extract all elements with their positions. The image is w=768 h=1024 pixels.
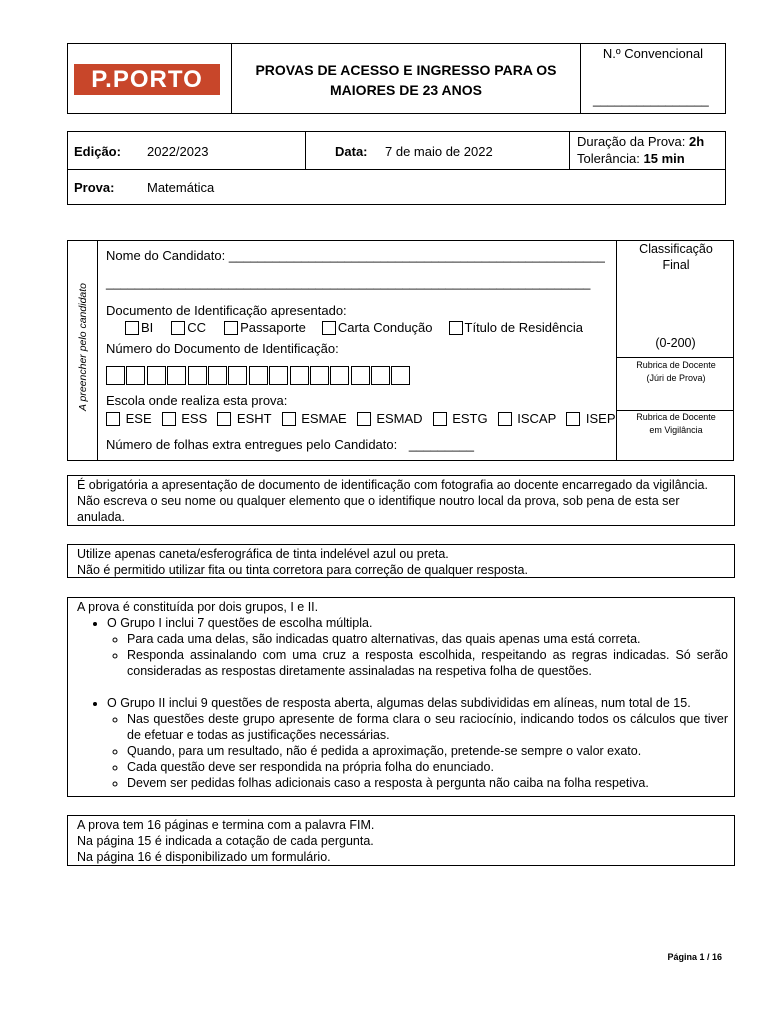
- exam-structure-box: [67, 597, 735, 797]
- pages-info-box: [67, 815, 735, 866]
- page-title: [232, 60, 580, 100]
- cc-checkbox[interactable]: [171, 321, 185, 335]
- info-col-divider-1: [305, 132, 306, 169]
- prova-label: Prova:: [74, 180, 115, 195]
- tolerancia-line: [577, 151, 685, 166]
- doc-option-bi[interactable]: BI: [125, 320, 153, 335]
- header-box: [67, 43, 726, 114]
- digit-box[interactable]: [188, 366, 207, 385]
- folhas-field[interactable]: _________: [408, 437, 474, 452]
- candidate-box: [67, 240, 734, 461]
- ese-checkbox[interactable]: [106, 412, 120, 426]
- rubrica-vigilancia-box: [617, 410, 734, 460]
- digit-box[interactable]: [391, 366, 410, 385]
- group-1-item: [107, 615, 728, 679]
- group-2-item: [107, 695, 728, 791]
- groups-list: [77, 615, 728, 791]
- edicao-value: 2022/2023: [147, 144, 209, 159]
- pen-notice-line-2: Não é permitido utilizar fita ou tinta corretora para correção de qualquer resposta.: [77, 563, 528, 577]
- pen-notice-box: [67, 544, 735, 578]
- esmad-checkbox[interactable]: [357, 412, 371, 426]
- logo-cell: [68, 44, 232, 113]
- convencional-label: N.º Convencional: [602, 46, 704, 61]
- digit-box[interactable]: [269, 366, 288, 385]
- side-label-cell: [68, 241, 98, 460]
- data-value: 7 de maio de 2022: [385, 144, 493, 159]
- rubrica-juri-box: [617, 357, 734, 410]
- classification-cell: [616, 241, 733, 460]
- nome-field-line2[interactable]: ___________________________________________________________________: [106, 275, 591, 290]
- escola-option-ese[interactable]: ESE: [106, 411, 152, 426]
- edicao-label: Edição:: [74, 144, 121, 159]
- data-label: Data:: [335, 144, 368, 159]
- escola-option-esmad[interactable]: ESMAD: [357, 411, 423, 426]
- digit-box[interactable]: [310, 366, 329, 385]
- passaporte-checkbox[interactable]: [224, 321, 238, 335]
- duracao-label: Duração da Prova:: [577, 134, 686, 149]
- bi-checkbox[interactable]: [125, 321, 139, 335]
- title-line-1: PROVAS DE ACESSO E INGRESSO PARA OS: [255, 62, 557, 78]
- isep-checkbox[interactable]: [566, 412, 580, 426]
- group-1-text: O Grupo I inclui 7 questões de escolha múltipla.: [107, 616, 373, 630]
- nome-row: [106, 248, 605, 263]
- convencional-field[interactable]: ________________: [593, 92, 709, 107]
- digit-box[interactable]: [351, 366, 370, 385]
- tolerancia-value: 15 min: [643, 151, 685, 166]
- digit-box[interactable]: [167, 366, 186, 385]
- digit-box[interactable]: [208, 366, 227, 385]
- escola-label: Escola onde realiza esta prova:: [106, 393, 288, 408]
- group-2-rule: ◦ Quando, para um resultado, não é pedida a aproximação, pretende-se sempre o valor exato.: [127, 743, 728, 759]
- group-2-text: O Grupo II inclui 9 questões de resposta aberta, algumas delas subdivididas em alíneas, num total de 15.: [107, 696, 691, 710]
- id-notice-line-2: Não escreva o seu nome ou qualquer elemento que o identifique noutro local da prova, sob pena de esta ser anulada.: [77, 494, 680, 524]
- rubrica-vigilancia-label: Rubrica de Docente em Vigilância: [636, 412, 716, 435]
- digit-box[interactable]: [371, 366, 390, 385]
- group-2-rule: ◦ Cada questão deve ser respondida na própria folha do enunciado.: [127, 759, 728, 775]
- doc-option-carta[interactable]: Carta Condução: [322, 320, 433, 335]
- title-line-2: MAIORES DE 23 ANOS: [330, 82, 482, 98]
- convencional-cell: [580, 44, 725, 113]
- digit-box[interactable]: [228, 366, 247, 385]
- nome-label: Nome do Candidato:: [106, 248, 226, 263]
- group-2-sublist: [107, 711, 728, 791]
- page-number: Página 1 / 16: [667, 952, 722, 962]
- side-label: A preencher pelo candidato: [77, 282, 89, 412]
- digit-box[interactable]: [249, 366, 268, 385]
- titulo-checkbox[interactable]: [449, 321, 463, 335]
- tolerancia-label: Tolerância:: [577, 151, 640, 166]
- digit-box[interactable]: [330, 366, 349, 385]
- duracao-line: [577, 134, 704, 149]
- numero-digit-boxes[interactable]: [106, 366, 412, 385]
- id-notice-line-1: É obrigatória a apresentação de documento de identificação com fotografia ao docente encarregado da vigilância.: [77, 478, 708, 492]
- escola-option-estg[interactable]: ESTG: [433, 411, 488, 426]
- pen-notice-line-1: Utilize apenas caneta/esferográfica de tinta indelével azul ou preta.: [77, 547, 449, 561]
- digit-box[interactable]: [106, 366, 125, 385]
- doc-label: Documento de Identificação apresentado:: [106, 303, 347, 318]
- numero-label: Número do Documento de Identificação:: [106, 341, 339, 356]
- folhas-row: [106, 437, 474, 452]
- group-2-rule: ◦ Devem ser pedidas folhas adicionais caso a resposta à pergunta não caiba na folha respetiva.: [127, 775, 728, 791]
- carta-checkbox[interactable]: [322, 321, 336, 335]
- group-1-rule: ◦ Para cada uma delas, são indicadas quatro alternativas, das quais apenas uma está correta.: [127, 631, 728, 647]
- doc-option-titulo[interactable]: Título de Residência: [449, 320, 584, 335]
- doc-option-passaporte[interactable]: Passaporte: [224, 320, 306, 335]
- logo-text: P.PORTO: [91, 65, 203, 93]
- escola-options: [106, 411, 626, 429]
- escola-option-esmae[interactable]: ESMAE: [282, 411, 347, 426]
- escola-option-iscap[interactable]: ISCAP: [498, 411, 557, 426]
- folhas-label: Número de folhas extra entregues pelo Candidato:: [106, 437, 398, 452]
- doc-options: [125, 320, 593, 338]
- group-1-sublist: [107, 631, 728, 679]
- estg-checkbox[interactable]: [433, 412, 447, 426]
- doc-option-cc[interactable]: CC: [171, 320, 206, 335]
- prova-value: Matemática: [147, 180, 215, 195]
- ess-checkbox[interactable]: [162, 412, 176, 426]
- escola-option-isep[interactable]: ISEP: [566, 411, 615, 426]
- digit-box[interactable]: [290, 366, 309, 385]
- info-col-divider-2: [569, 132, 570, 169]
- group-1-rule: ◦ Responda assinalando com uma cruz a resposta escolhida, respeitando as regras indicadas. Só serão consideradas as respostas diretamente assinaladas na respetiva folha de questões.: [127, 647, 728, 679]
- pages-info-line-2: Na página 15 é indicada a cotação de cada pergunta.: [77, 834, 374, 848]
- digit-box[interactable]: [126, 366, 145, 385]
- pages-info-line-3: Na página 16 é disponibilizado um formulário.: [77, 850, 331, 864]
- info-row-divider: [68, 169, 725, 170]
- digit-box[interactable]: [147, 366, 166, 385]
- escola-option-ess[interactable]: ESS: [162, 411, 208, 426]
- pages-info-line-1: A prova tem 16 páginas e termina com a palavra FIM.: [77, 818, 375, 832]
- duracao-value: 2h: [689, 134, 705, 149]
- group-2-rule: ◦ Nas questões deste grupo apresente de forma clara o seu raciocínio, indicando todos os cálculos que tiver de efetuar e todas as justificações necessárias.: [127, 711, 728, 743]
- classificacao-range: (0-200): [655, 336, 696, 350]
- id-notice-box: [67, 475, 735, 526]
- nome-field[interactable]: ____________________________________________________: [228, 248, 605, 263]
- escola-option-esht[interactable]: ESHT: [217, 411, 271, 426]
- esht-checkbox[interactable]: [217, 412, 231, 426]
- rubrica-juri-label: Rubrica de Docente (Júri de Prova): [636, 360, 716, 383]
- esmae-checkbox[interactable]: [282, 412, 296, 426]
- exam-info-box: [67, 131, 726, 205]
- structure-intro: A prova é constituída por dois grupos, I e II.: [77, 600, 319, 614]
- classificacao-label: Classificação Final: [639, 242, 713, 272]
- iscap-checkbox[interactable]: [498, 412, 512, 426]
- pporto-logo: [74, 64, 220, 95]
